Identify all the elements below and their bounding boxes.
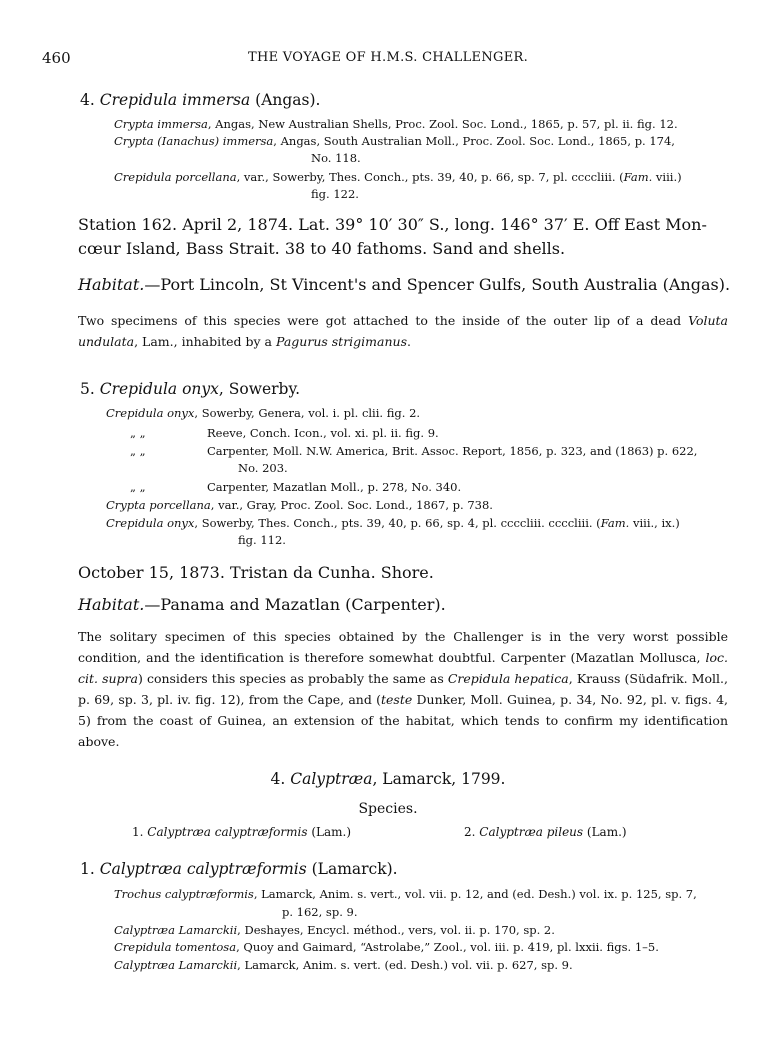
species-number: 1. bbox=[80, 860, 95, 878]
species-heading-calyptraea-calyptraeformis bbox=[80, 860, 398, 878]
station-line: October 15, 1873. Tristan da Cunha. Shore. bbox=[78, 563, 434, 582]
habitat-label: Habitat. bbox=[78, 595, 145, 614]
paragraph-text: Dunker, Moll. Guinea, p. 34, No. 92, pl. v. figs. 4, 5) from the coast of Guinea, an extension of the habitat, which tends to confirm my identification above. bbox=[78, 692, 728, 749]
synonym-reference: , Angas, New Australian Shells, Proc. Zool. Soc. Lond., 1865, p. 57, pl. ii. fig. 12. bbox=[207, 117, 678, 131]
species-number: 4. bbox=[80, 91, 95, 109]
synonym-reference-italic: Fam. bbox=[623, 170, 653, 184]
species-list-author: (Lam.) bbox=[583, 825, 627, 839]
synonym-reference: , Lamarck, Anim. s. vert. (ed. Desh.) vol. vii. p. 627, sp. 9. bbox=[237, 958, 573, 972]
habitat-text: —Panama and Mazatlan (Carpenter). bbox=[144, 595, 446, 614]
habitat-line bbox=[78, 275, 730, 294]
synonym-reference: Carpenter, Mazatlan Moll., p. 278, No. 340. bbox=[207, 480, 462, 494]
synonym-line bbox=[114, 922, 555, 940]
synonym-reference: , var., Sowerby, Thes. Conch., pts. 39, 40, p. 66, sp. 7, pl. ccccliii. ( bbox=[236, 170, 624, 184]
synonym-name: Crepidula onyx bbox=[106, 516, 195, 530]
synonym-reference-end: viii., ix.) bbox=[629, 516, 680, 530]
station-line: cœur Island, Bass Strait. 38 to 40 fathoms. Sand and shells. bbox=[78, 239, 566, 258]
paragraph-italic: loc. cit. supra bbox=[78, 650, 728, 686]
synonym-name: Trochus calyptræformis bbox=[114, 887, 254, 901]
synonym-continuation: No. 118. bbox=[311, 151, 361, 165]
paragraph-italic: teste bbox=[380, 692, 413, 707]
synonym-name: Calyptræa Lamarckii bbox=[114, 958, 238, 972]
paragraph-text: . bbox=[406, 334, 411, 349]
synonym-reference: Reeve, Conch. Icon., vol. xi. pl. ii. fig. 9. bbox=[207, 426, 439, 440]
synonym-line bbox=[114, 957, 573, 975]
synonym-line bbox=[106, 497, 493, 515]
station-line: Station 162. April 2, 1874. Lat. 39° 10′ 30″ S., long. 146° 37′ E. Off East Mon- bbox=[78, 215, 707, 234]
habitat-line bbox=[78, 595, 446, 614]
paragraph-text: The solitary specimen of this species obtained by the Challenger is in the very worst possible condition, and the identification is therefore somewhat doubtful. Carpenter (Mazatlan Mollusca, bbox=[78, 629, 728, 665]
genus-number: 4. bbox=[270, 770, 286, 788]
species-number: 5. bbox=[80, 380, 95, 398]
species-author: (Lamarck). bbox=[306, 860, 398, 878]
species-list-author: (Lam.) bbox=[307, 825, 352, 839]
synonym-reference: , Quoy and Gaimard, “Astrolabe,” Zool., vol. iii. p. 419, pl. lxxii. figs. 1–5. bbox=[236, 940, 659, 954]
genus-author: , Lamarck, 1799. bbox=[372, 770, 506, 788]
synonym-line bbox=[106, 405, 420, 423]
synonym-name: Crepidula tomentosa bbox=[114, 940, 237, 954]
ditto-marks: „ „ bbox=[130, 426, 146, 440]
paragraph-italic: Pagurus strigimanus bbox=[275, 334, 407, 349]
synonym-line bbox=[114, 886, 697, 904]
species-heading-crepidula-onyx bbox=[80, 380, 300, 398]
synonym-line bbox=[106, 515, 680, 533]
synonym-name: Crypta (Ianachus) immersa bbox=[114, 134, 274, 148]
synonym-line bbox=[114, 939, 659, 957]
running-title: THE VOYAGE OF H.M.S. CHALLENGER. bbox=[247, 50, 529, 65]
synonym-reference: , Sowerby, Thes. Conch., pts. 39, 40, p. 66, sp. 4, pl. ccccliii. ccccliii. ( bbox=[194, 516, 601, 530]
synonym-line bbox=[114, 116, 678, 134]
species-author: (Angas). bbox=[255, 91, 321, 109]
synonym-reference: Carpenter, Moll. N.W. America, Brit. Assoc. Report, 1856, p. 323, and (1863) p. 622, bbox=[207, 444, 698, 458]
synonym-reference: , Sowerby, Genera, vol. i. pl. clii. fig. 2. bbox=[194, 406, 421, 420]
paragraph-text: ) considers this species as probably the same as bbox=[137, 671, 448, 686]
synonym-continuation: fig. 112. bbox=[238, 533, 286, 547]
genus-name: Calyptræa bbox=[290, 770, 373, 788]
species-list-heading: Species. bbox=[358, 801, 418, 817]
species-author: , Sowerby. bbox=[218, 380, 301, 398]
paragraph-italic: Voluta undulata bbox=[78, 313, 728, 349]
synonym-name: Calyptræa Lamarckii bbox=[114, 923, 238, 937]
synonym-name: Crepidula onyx bbox=[106, 406, 195, 420]
species-list-name: Calyptræa pileus bbox=[479, 825, 584, 839]
synonym-reference: , Angas, South Australian Moll., Proc. Zool. Soc. Lond., 1865, p. 174, bbox=[273, 134, 675, 148]
species-heading-crepidula-immersa bbox=[80, 91, 320, 109]
synonym-name: Crepidula porcellana bbox=[114, 170, 237, 184]
ditto-marks: „ „ bbox=[130, 444, 146, 458]
species-name: Crepidula immersa bbox=[99, 91, 251, 109]
synonym-line bbox=[114, 133, 675, 151]
synonym-name: Crypta immersa bbox=[114, 117, 208, 131]
species-list-item bbox=[464, 824, 627, 842]
synonym-reference-end: viii.) bbox=[652, 170, 682, 184]
synonym-reference: , var., Gray, Proc. Zool. Soc. Lond., 1867, p. 738. bbox=[210, 498, 493, 512]
species-list-number: 2. bbox=[464, 825, 476, 839]
genus-heading bbox=[0, 770, 776, 788]
species-list-number: 1. bbox=[132, 825, 144, 839]
page-number: 460 bbox=[42, 49, 71, 67]
species-name: Calyptræa calyptræformis bbox=[99, 860, 307, 878]
synonym-continuation: p. 162, sp. 9. bbox=[282, 905, 358, 919]
remarks-paragraph bbox=[78, 310, 728, 352]
species-name: Crepidula onyx bbox=[99, 380, 219, 398]
synonym-reference: , Lamarck, Anim. s. vert., vol. vii. p. 12, and (ed. Desh.) vol. ix. p. 125, sp. 7, bbox=[253, 887, 697, 901]
synonym-reference: , Deshayes, Encycl. méthod., vers, vol. ii. p. 170, sp. 2. bbox=[237, 923, 555, 937]
synonym-continuation: No. 203. bbox=[238, 461, 288, 475]
synonym-name: Crypta porcellana bbox=[106, 498, 211, 512]
remarks-paragraph bbox=[78, 626, 728, 752]
ditto-marks: „ „ bbox=[130, 480, 146, 494]
paragraph-text: , Krauss (Südafrik. Moll., p. 69, sp. 3, pl. iv. fig. 12), from the Cape, and ( bbox=[78, 671, 728, 707]
paragraph-italic: Crepidula hepatica bbox=[447, 671, 569, 686]
paragraph-text: Two specimens of this species were got attached to the inside of the outer lip of a dead bbox=[78, 313, 689, 328]
synonym-reference-italic: Fam. bbox=[600, 516, 630, 530]
synonym-line bbox=[114, 169, 682, 187]
species-list-name: Calyptræa calyptræformis bbox=[147, 825, 308, 839]
synonym-continuation: fig. 122. bbox=[311, 187, 359, 201]
species-list-item bbox=[132, 824, 351, 842]
habitat-text: —Port Lincoln, St Vincent's and Spencer Gulfs, South Australia (Angas). bbox=[144, 275, 731, 294]
paragraph-text: , Lam., inhabited by a bbox=[134, 334, 276, 349]
habitat-label: Habitat. bbox=[78, 275, 145, 294]
